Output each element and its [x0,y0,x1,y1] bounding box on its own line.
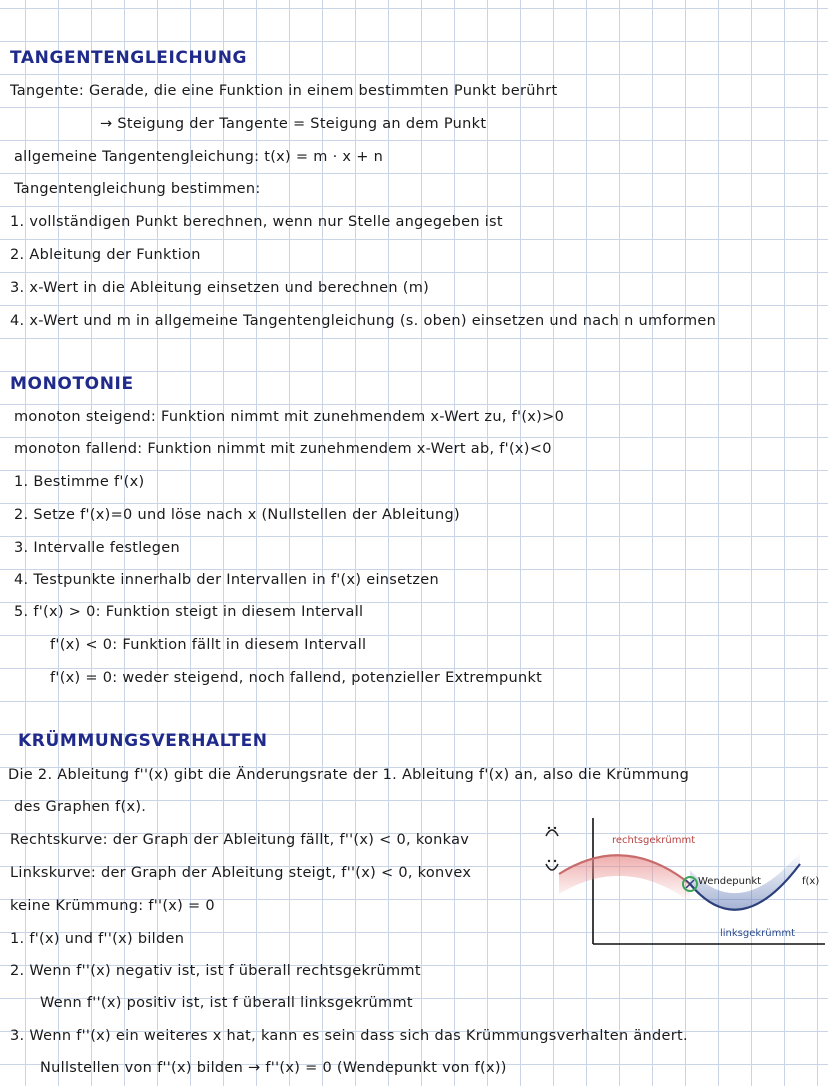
heading-tangentengleichung: TANGENTENGLEICHUNG [10,48,248,68]
heading-monotonie: MONOTONIE [10,374,134,394]
monotonie-step-2: 2. Setze f'(x)=0 und löse nach x (Nullstellen der Ableitung) [14,507,460,523]
tangente-step-4: 4. x-Wert und m in allgemeine Tangentengleichung (s. oben) einsetzen und nach n umformen [10,313,717,329]
heading-kruemmungsverhalten: KRÜMMUNGSVERHALTEN [18,731,268,751]
tangente-step-3: 3. x-Wert in die Ableitung einsetzen und berechnen (m) [10,280,430,296]
concave-shading [559,855,690,902]
monoton-steigend: monoton steigend: Funktion nimmt mit zunehmendem x-Wert zu, f'(x)>0 [14,409,565,425]
monotonie-step-5: 5. f'(x) > 0: Funktion steigt in diesem Intervall [14,604,364,620]
monoton-fallend: monoton fallend: Funktion nimmt mit zunehmendem x-Wert ab, f'(x)<0 [14,441,552,457]
kruemmung-step-1: 1. f'(x) und f''(x) bilden [10,931,185,947]
keine-kruemmung: keine Krümmung: f''(x) = 0 [10,898,215,914]
tangente-step-1: 1. vollständigen Punkt berechnen, wenn nur Stelle angegeben ist [10,214,503,230]
label-function: f(x) [802,876,820,887]
tangente-steigung: → Steigung der Tangente = Steigung an dem Punkt [100,116,487,132]
kruemmung-step-2: 2. Wenn f''(x) negativ ist, ist f überall rechtsgekrümmt [10,963,421,979]
rechtskurve: Rechtskurve: der Graph der Ableitung fällt, f''(x) < 0, konkav [10,832,470,848]
tangentengleichung-allgemein: allgemeine Tangentengleichung: t(x) = m · x + n [14,149,384,165]
tangente-definition: Tangente: Gerade, die eine Funktion in einem bestimmten Punkt berührt [10,83,558,99]
monotonie-step-3: 3. Intervalle festlegen [14,540,180,556]
label-linksgekruemmt: linksgekrümmt [720,928,796,939]
kruemmung-step-3: 3. Wenn f''(x) ein weiteres x hat, kann es sein dass sich das Krümmungsverhalten ändert. [10,1028,688,1044]
monotonie-step-4: 4. Testpunkte innerhalb der Intervallen in f'(x) einsetzen [14,572,439,588]
monotonie-step-5b: f'(x) < 0: Funktion fällt in diesem Intervall [50,637,367,653]
label-rechtsgekruemmt: rechtsgekrümmt [612,835,696,846]
linkskurve: Linkskurve: der Graph der Ableitung steigt, f''(x) < 0, konvex [10,865,472,881]
kruemmung-intro-1: Die 2. Ableitung f''(x) gibt die Änderungsrate der 1. Ableitung f'(x) an, also die Krümmung [8,767,690,783]
monotonie-step-5c: f'(x) = 0: weder steigend, noch fallend, potenzieller Extrempunkt [50,670,543,686]
tangente-step-2: 2. Ableitung der Funktion [10,247,201,263]
tangentengleichung-bestimmen: Tangentengleichung bestimmen: [14,181,261,197]
kruemmung-step-3b: Nullstellen von f''(x) bilden → f''(x) = 0 (Wendepunkt von f(x)) [40,1060,507,1076]
label-wendepunkt: Wendepunkt [698,876,762,887]
monotonie-step-1: 1. Bestimme f'(x) [14,474,145,490]
kruemmung-intro-2: des Graphen f(x). [14,799,147,815]
kruemmung-step-2b: Wenn f''(x) positiv ist, ist f überall linksgekrümmt [40,995,413,1011]
